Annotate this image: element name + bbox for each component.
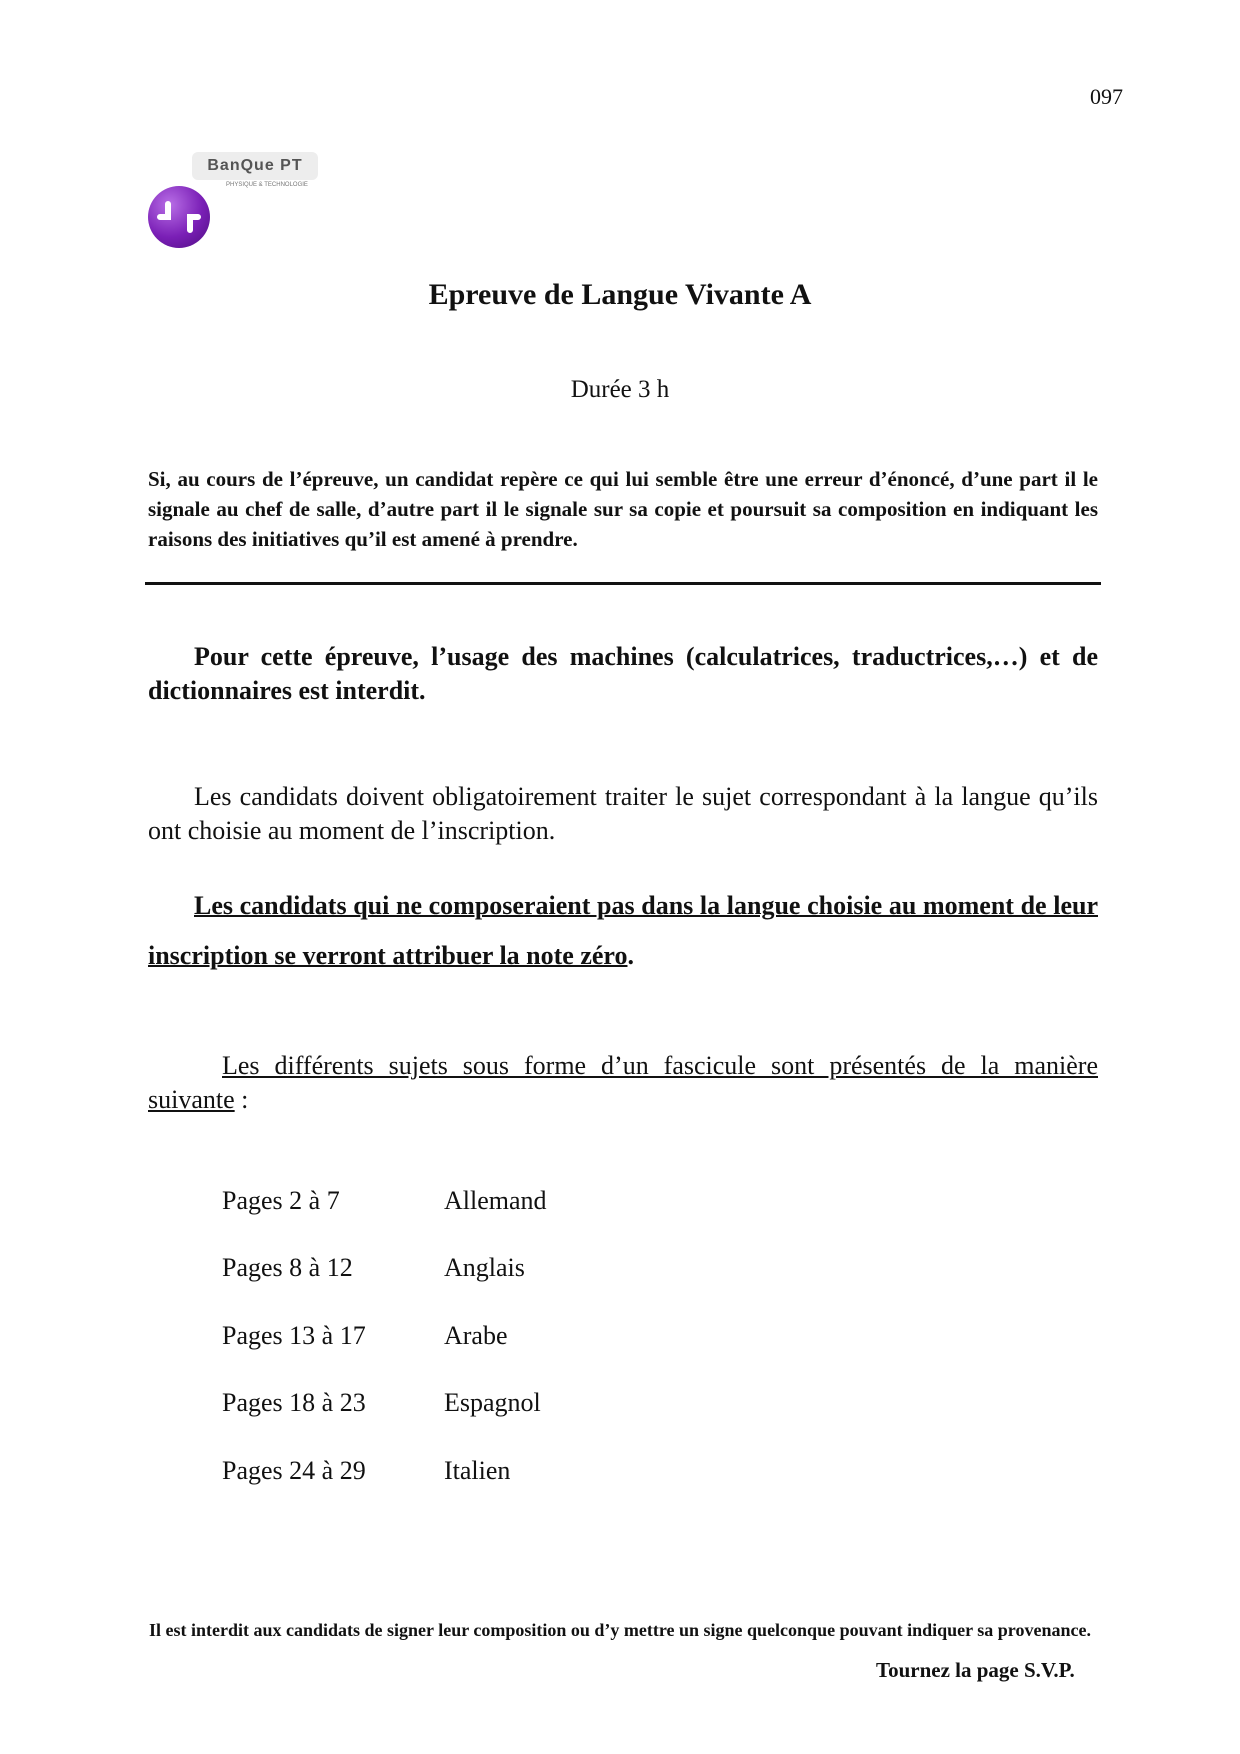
page-range: Pages 8 à 12 [222, 1253, 353, 1282]
exam-duration: Durée 3 h [570, 376, 670, 403]
fascicule-intro-colon: : [234, 1085, 249, 1114]
page-range: Pages 2 à 7 [222, 1186, 340, 1215]
page-range: Pages 18 à 23 [222, 1388, 366, 1417]
list-item [222, 1456, 510, 1486]
logo-symbol-icon [148, 186, 210, 248]
exam-title: Epreuve de Langue Vivante A [428, 278, 812, 311]
turn-page-note: Tournez la page S.V.P. [876, 1658, 1075, 1682]
signature-notice: Il est interdit aux candidats de signer leur composition ou d’y mettre un signe quelconque pouvant indiquer sa provenance. [149, 1620, 1091, 1640]
list-item [222, 1253, 525, 1283]
warning-period: . [627, 941, 634, 970]
zero-grade-warning-text: Les candidats qui ne composeraient pas dans la langue choisie au moment de leur inscription se verront attribuer la note zéro [148, 891, 1098, 970]
language-name: Anglais [444, 1253, 525, 1282]
language-name: Allemand [444, 1186, 547, 1215]
fascicule-intro-text: Les différents sujets sous forme d’un fascicule sont présentés de la manière suivante [148, 1051, 1098, 1114]
page-code: 097 [1090, 84, 1123, 109]
banque-pt-logo-text: BanQue PT [192, 152, 318, 180]
horizontal-divider [145, 582, 1101, 585]
language-obligation: Les candidats doivent obligatoirement traiter le sujet correspondant à la langue qu’ils ont choisie au moment de l’inscription. [148, 782, 1098, 845]
zero-grade-warning [148, 881, 1098, 981]
error-notice: Si, au cours de l’épreuve, un candidat repère ce qui lui semble être une erreur d’énoncé, d’une part il le signale au chef de salle, d’autre part il le signale sur sa copie et poursuit sa composition en indiquant les raisons des initiatives qu’il est amené à prendre. [148, 467, 1098, 551]
logo-tagline: PHYSIQUE & TECHNOLOGIE [226, 182, 308, 188]
language-name: Espagnol [444, 1388, 541, 1417]
list-item [222, 1321, 508, 1351]
machines-rule: Pour cette épreuve, l’usage des machines (calculatrices, traductrices,…) et de dictionnaires est interdit. [148, 642, 1098, 705]
fascicule-intro [148, 1049, 1098, 1117]
list-item [222, 1186, 547, 1216]
language-name: Italien [444, 1456, 511, 1485]
language-name: Arabe [444, 1321, 508, 1350]
page-range: Pages 13 à 17 [222, 1321, 366, 1350]
page-range: Pages 24 à 29 [222, 1456, 366, 1485]
banque-pt-logo-icon [148, 186, 210, 248]
list-item [222, 1388, 541, 1418]
